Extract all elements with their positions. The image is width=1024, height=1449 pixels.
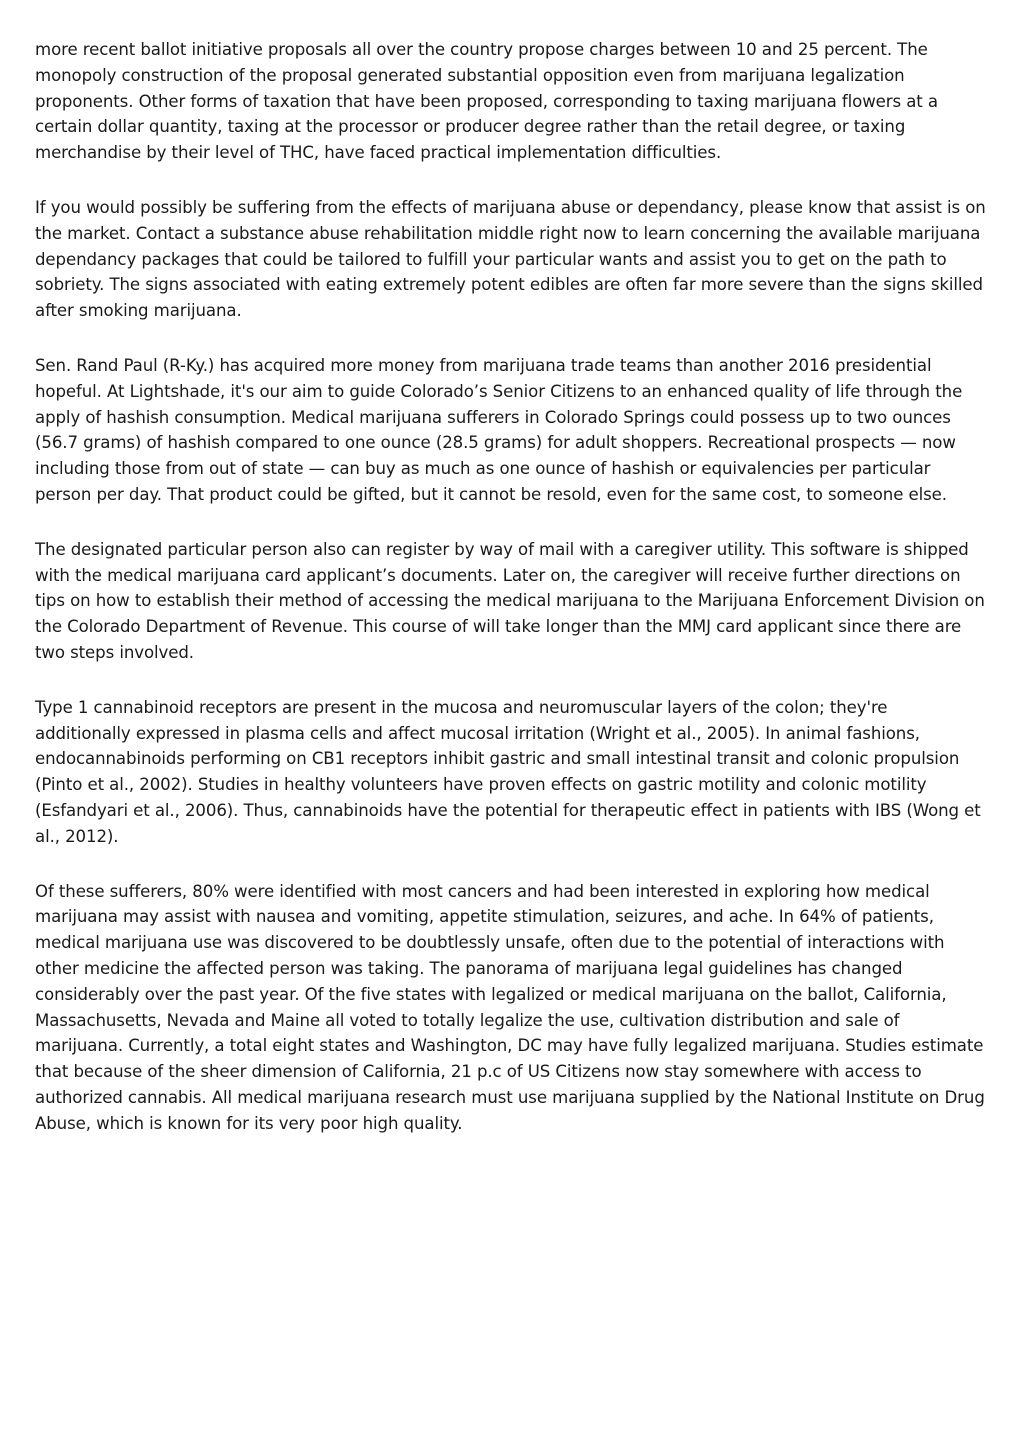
paragraph-taxation: more recent ballot initiative proposals all over the country propose charges between 10 and 25 percent. The monopoly construction of the proposal generated substantial opposition even from marijuana legalization proponents. Other forms of taxation that have been proposed, corresponding to taxing marijuana flowers at a certain dollar quantity, taxing at the processor or producer degree rather than the retail degree, or taxing merchandise by their level of THC, have faced practical implementation difficulties. [35,40,938,163]
paragraph-caregiver: The designated particular person also can register by way of mail with a caregiver utility. This software is shipped with the medical marijuana card applicant’s documents. Later on, the caregiver will receive further directions on tips on how to establish their method of accessing the medical marijuana to the Marijuana Enforcement Division on the Colorado Department of Revenue. This course of will take longer than the MMJ card applicant since there are two steps involved. [35,539,985,662]
paragraph-rand-paul: Sen. Rand Paul (R-Ky.) has acquired more money from marijuana trade teams than another 2016 presidential hopeful. At Lightshade, it's our aim to guide Colorado’s Senior Citizens to an enhanced quality of life through the apply of hashish consumption. Medical marijuana sufferers in Colorado Springs could possess up to two ounces (56.7 grams) of hashish compared to one ounce (28.5 grams) for adult shoppers. Recreational prospects — now including those from out of state — can buy as much as one ounce of hashish or equivalencies per particular person per day. That product could be gifted, but it cannot be resold, even for the same cost, to someone else. [35,355,963,504]
paragraph-dependancy: If you would possibly be suffering from the effects of marijuana abuse or dependancy, please know that assist is on the market. Contact a substance abuse rehabilitation middle right now to learn concerning the available marijuana dependancy packages that could be tailored to fulfill your particular wants and assist you to get on the path to sobriety. The signs associated with eating extremely potent edibles are often far more severe than the signs skilled after smoking marijuana. [35,197,986,321]
paragraph-cannabinoid-receptors: Type 1 cannabinoid receptors are present in the mucosa and neuromuscular layers of the colon; they're additionally expressed in plasma cells and affect mucosal irritation (Wright et al., 2005). In animal fashions, endocannabinoids performing on CB1 receptors inhibit gastric and small intestinal transit and colonic propulsion (Pinto et al., 2002). Studies in healthy volunteers have proven effects on gastric motility and colonic motility (Esfandyari et al., 2006). Thus, cannabinoids have the potential for therapeutic effect in patients with IBS (Wong et al., 2012). [35,697,981,846]
document-body [35,37,987,1165]
paragraph-sufferers: Of these sufferers, 80% were identified with most cancers and had been interested in exploring how medical marijuana may assist with nausea and vomiting, appetite stimulation, seizures, and ache. In 64% of patients, medical marijuana use was discovered to be doubtlessly unsafe, often due to the potential of interactions with other medicine the affected person was taking. The panorama of marijuana legal guidelines has changed considerably over the past year. Of the five states with legalized or medical marijuana on the ballot, California, Massachusetts, Nevada and Maine all voted to totally legalize the use, cultivation distribution and sale of marijuana. Currently, a total eight states and Washington, DC may have fully legalized marijuana. Studies estimate that because of the sheer dimension of California, 21 p.c of US Citizens now stay somewhere with access to authorized cannabis. All medical marijuana research must use marijuana supplied by the National Institute on Drug Abuse, which is known for its very poor high quality. [35,881,985,1133]
